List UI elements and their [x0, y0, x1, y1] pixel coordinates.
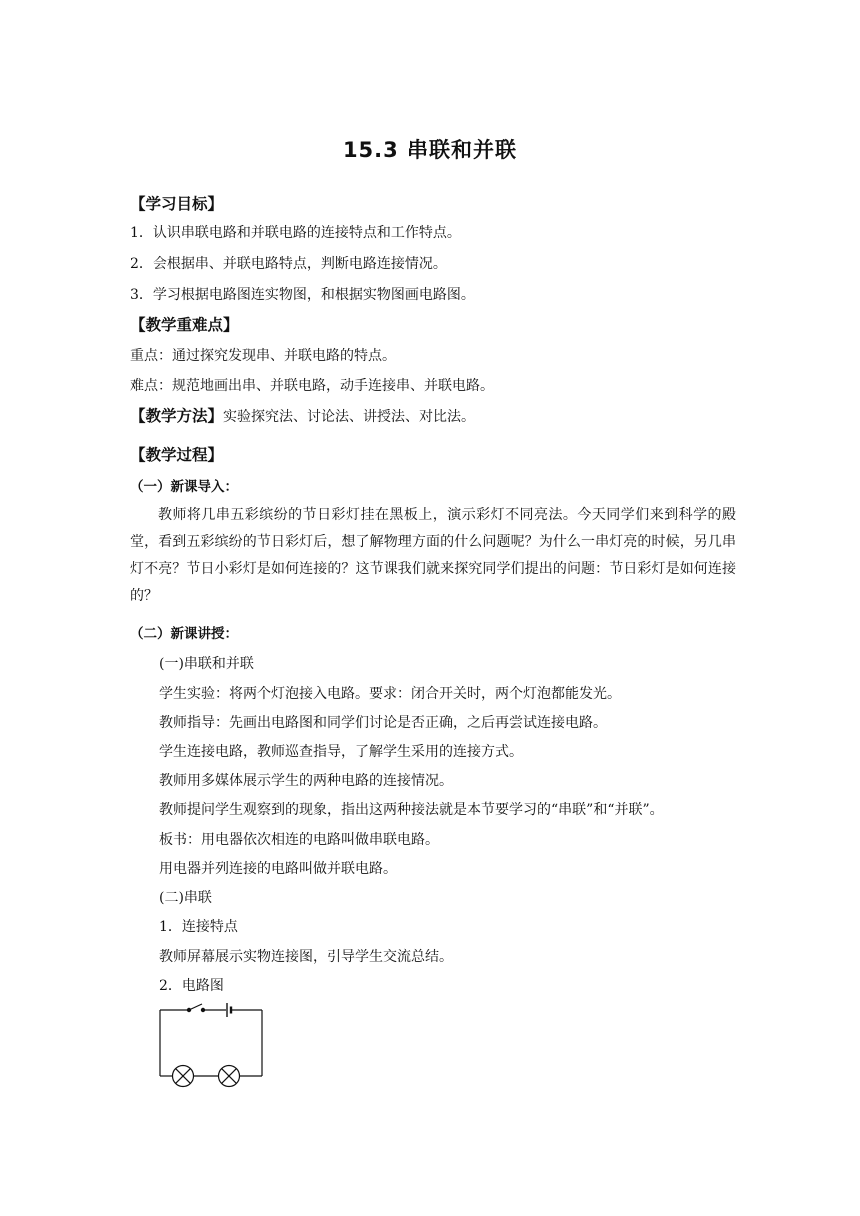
key-point-item: 重点：通过探究发现串、并联电路的特点。: [130, 348, 396, 364]
methods-line: [130, 404, 475, 426]
objective-item: 3．学习根据电路图连实物图，和根据实物图画电路图。: [130, 287, 475, 303]
text-line: 板书：用电器依次相连的电路叫做串联电路。: [159, 832, 439, 848]
series-circuit-diagram: [156, 998, 268, 1090]
intro-paragraph: 教师将几串五彩缤纷的节日彩灯挂在黑板上，演示彩灯不同亮法。今天同学们来到科学的殿堂，看到五彩缤纷的节日彩灯后，想了解物理方面的什么问题呢？为什么一串灯亮的时候，另几串灯不亮？节日小彩灯是如何连接的？这节课我们就来探究同学们提出的问题：节日彩灯是如何连接的？: [130, 507, 736, 604]
objective-item: 2．会根据串、并联电路特点，判断电路连接情况。: [130, 256, 447, 272]
section-series-parallel: (一)串联和并联: [159, 656, 254, 672]
objectives-heading: 【学习目标】: [130, 195, 224, 213]
new-lesson-heading: （二）新课讲授：: [130, 626, 238, 642]
key-point-item: 难点：规范地画出串、并联电路，动手连接串、并联电路。: [130, 378, 494, 394]
text-line: 教师提问学生观察到的现象，指出这两种接法就是本节要学习的“串联”和“并联”。: [159, 802, 664, 818]
text-line: 教师屏幕展示实物连接图，引导学生交流总结。: [159, 949, 453, 965]
methods-heading: 【教学方法】: [130, 407, 224, 425]
switch-lever: [190, 1004, 202, 1010]
subsection-circuit-diagram: 2．电路图: [159, 978, 224, 994]
key-points-heading: 【教学重难点】: [130, 316, 239, 334]
process-heading: 【教学过程】: [130, 446, 224, 464]
intro-heading: （一）新课导入：: [130, 479, 238, 495]
methods-text: 实验探究法、讨论法、讲授法、对比法。: [223, 409, 476, 425]
text-line: 用电器并列连接的电路叫做并联电路。: [159, 861, 397, 877]
text-line: 教师用多媒体展示学生的两种电路的连接情况。: [159, 773, 453, 789]
subsection-connection: 1．连接特点: [159, 919, 238, 935]
page-title: 15.3 串联和并联: [342, 138, 518, 162]
objective-item: 1．认识串联电路和并联电路的连接特点和工作特点。: [130, 225, 461, 241]
text-line: 学生连接电路，教师巡查指导，了解学生采用的连接方式。: [159, 744, 523, 760]
text-line: 教师指导：先画出电路图和同学们讨论是否正确，之后再尝试连接电路。: [159, 715, 607, 731]
text-line: 学生实验：将两个灯泡接入电路。要求：闭合开关时，两个灯泡都能发光。: [159, 686, 621, 702]
section-series: (二)串联: [159, 890, 212, 906]
